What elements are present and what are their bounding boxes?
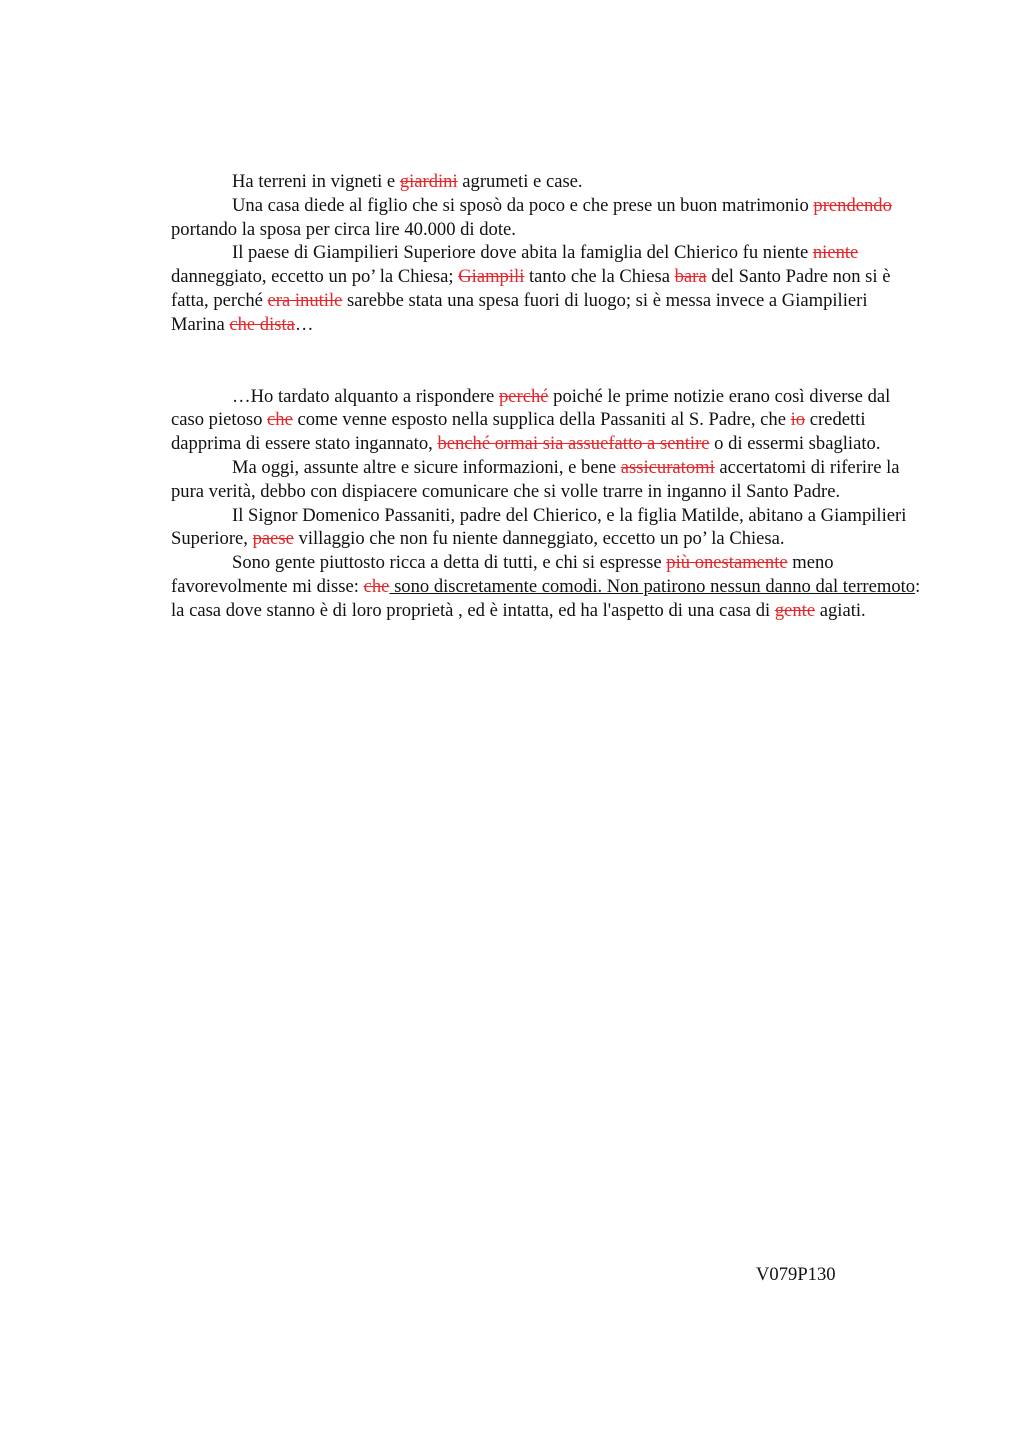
text-segment: Il Signor Domenico Passaniti, padre del Chierico, e la figlia Matilde, abitano a Giampilieri Superiore,	[171, 504, 907, 550]
text-segment: tanto che la Chiesa	[524, 266, 675, 288]
deleted-text: bara	[674, 266, 707, 288]
text-segment: …Ho tardato alquanto a rispondere	[232, 385, 499, 407]
text-segment: Sono gente piuttosto ricca a detta di tutti, e chi si espresse	[232, 552, 667, 574]
text-segment: Una casa diede al figlio che si sposò da poco e che prese un buon matrimonio	[232, 194, 814, 216]
paragraph-6	[171, 504, 921, 552]
document-body	[171, 170, 921, 623]
text-segment: : la casa dove stanno è di loro proprietà , ed è intatta, ed ha l'aspetto di una casa di	[171, 575, 921, 621]
paragraph-3	[171, 241, 921, 336]
deleted-text: che	[267, 409, 293, 431]
deleted-text: benché ormai sia assuefatto a sentire	[437, 433, 710, 455]
text-segment: o di essermi sbagliato.	[709, 433, 881, 455]
deleted-text: assicuratomi	[620, 456, 715, 478]
text-segment: del Santo Padre non si è fatta, perché	[171, 266, 891, 311]
deleted-text: io	[790, 409, 806, 431]
text-segment: accertatomi di riferire la pura verità, debbo con dispiacere comunicare che si volle trarre in inganno il Santo Padre.	[171, 456, 900, 502]
deleted-text: più onestamente	[666, 552, 788, 574]
deleted-text: prendendo	[813, 194, 892, 216]
text-segment: agiati.	[815, 599, 866, 621]
text-segment: come venne esposto nella supplica della Passaniti al S. Padre, che	[292, 409, 791, 431]
deleted-text: era inutile	[267, 289, 343, 311]
paragraph-1	[171, 170, 921, 194]
text-segment: agrumeti e case.	[457, 171, 583, 192]
deleted-text: giardini	[399, 171, 458, 192]
underlined-text: sono discretamente comodi. Non patirono nessun danno dal terremoto	[389, 575, 916, 597]
text-segment: Il paese di Giampilieri Superiore dove abita la famiglia del Chierico fu niente	[232, 242, 813, 264]
paragraph-4	[171, 385, 921, 456]
text-segment: portando la sposa per circa lire 40.000 di dote.	[171, 218, 516, 240]
text-segment: Ma oggi, assunte altre e sicure informazioni, e bene	[232, 456, 621, 478]
text-segment: …	[294, 313, 314, 335]
paragraph-5	[171, 456, 921, 504]
deleted-text: perché	[498, 385, 549, 407]
paragraph-7	[171, 551, 921, 622]
deleted-text: Giampili	[458, 266, 525, 288]
paragraph-2	[171, 194, 921, 242]
text-segment: Ha terreni in vigneti e	[232, 171, 400, 192]
deleted-text: che	[363, 575, 390, 597]
deleted-text: che dista	[229, 313, 295, 335]
text-segment: poiché le prime notizie erano così diverse dal caso pietoso	[171, 385, 891, 431]
text-segment: villaggio che non fu niente danneggiato, eccetto un po’ la Chiesa.	[293, 528, 785, 550]
deleted-text: paese	[252, 528, 294, 550]
text-segment: credetti dapprima di essere stato ingannato,	[171, 409, 866, 455]
text-segment: meno favorevolmente mi disse:	[171, 552, 834, 597]
text-segment: sarebbe stata una spesa fuori di luogo; si è messa invece a Giampilieri Marina	[171, 289, 868, 335]
deleted-text: gente	[774, 599, 816, 621]
deleted-text: niente	[812, 242, 859, 264]
page-code: V079P130	[756, 1264, 836, 1285]
section-gap	[171, 337, 921, 385]
text-segment: danneggiato, eccetto un po’ la Chiesa;	[171, 266, 459, 288]
